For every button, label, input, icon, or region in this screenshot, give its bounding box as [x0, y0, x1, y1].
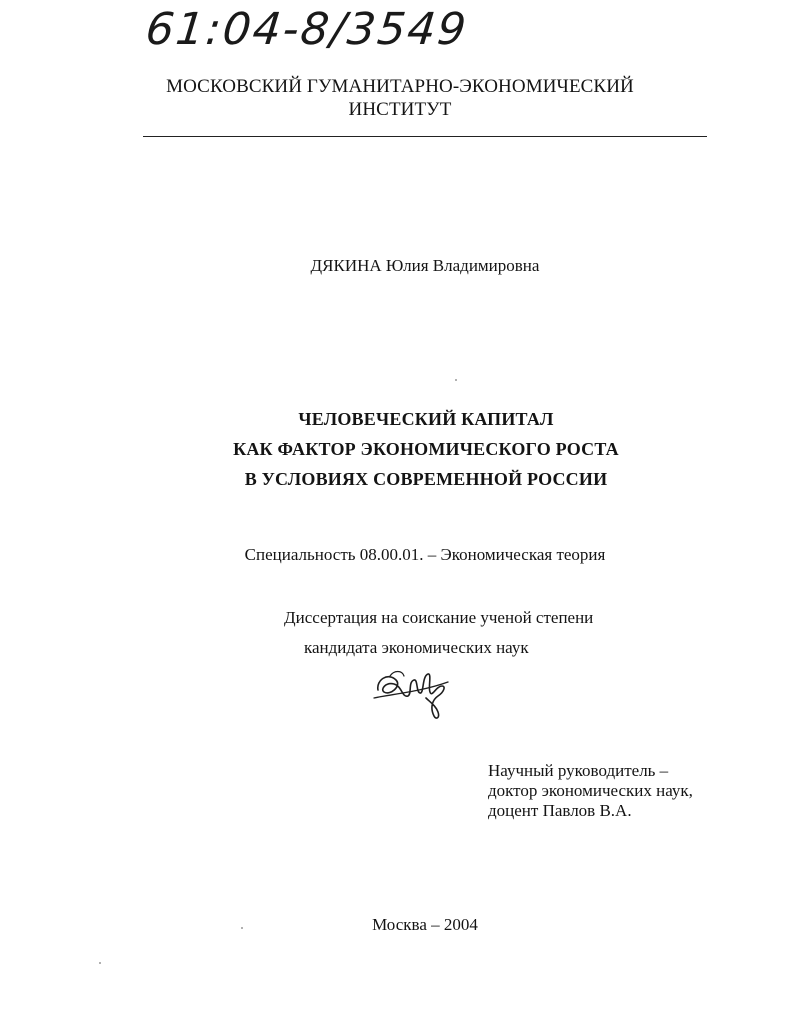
degree-line-2: кандидата экономических наук	[304, 638, 529, 657]
scan-speck	[241, 927, 243, 929]
signature-icon	[372, 662, 462, 724]
archive-code: 61:04-8/3549	[143, 4, 471, 55]
place-and-year: Москва – 2004	[372, 915, 478, 934]
degree-line-1: Диссертация на соискание ученой степени	[284, 608, 594, 627]
author-name: ДЯКИНА Юлия Владимировна	[310, 256, 540, 275]
scan-speck	[99, 962, 101, 964]
supervisor-line-2: доктор экономических наук,	[488, 781, 693, 800]
dissertation-title-line-1: ЧЕЛОВЕЧЕСКИЙ КАПИТАЛ	[298, 409, 554, 429]
supervisor-line-3: доцент Павлов В.А.	[488, 801, 632, 820]
header-divider	[143, 136, 707, 137]
institute-name-line-1: МОСКОВСКИЙ ГУМАНИТАРНО-ЭКОНОМИЧЕСКИЙ	[166, 76, 634, 97]
scan-speck	[455, 379, 457, 381]
specialty: Специальность 08.00.01. – Экономическая теория	[244, 545, 606, 564]
dissertation-title-line-3: В УСЛОВИЯХ СОВРЕМЕННОЙ РОССИИ	[244, 469, 608, 489]
institute-name-line-2: ИНСТИТУТ	[348, 99, 452, 120]
supervisor-line-1: Научный руководитель –	[488, 761, 669, 780]
dissertation-title-line-2: КАК ФАКТОР ЭКОНОМИЧЕСКОГО РОСТА	[233, 439, 619, 459]
